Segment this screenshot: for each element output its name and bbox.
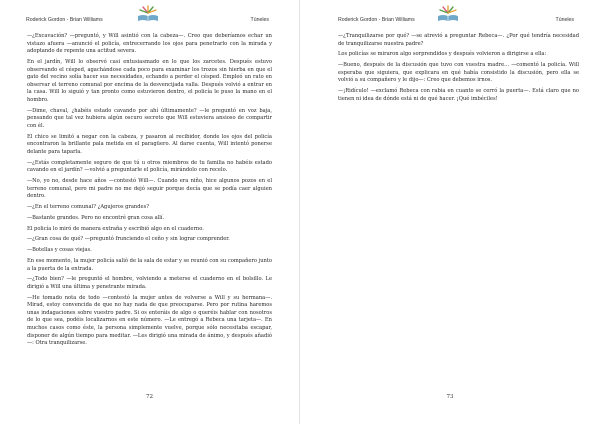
right-page-number: 73: [446, 394, 454, 400]
paragraph: En el jardín, Will lo observó casi entusiasmado en lo que los zarcetes. Después estuvo observando el césped, agachándose cada poco para examinar los trozos sin hierba en que el gato del vecino solía hacer sus necesidades, echando a perder el césped. Empleó un rato en observar el terreno comunal por encima de la desvencijada valla. Después volvió a entrar en la casa. Will lo siguió y tan pronto como estuvieron dentro, el policía le puso la mano en el hombro.: [27, 58, 272, 103]
paragraph: —Bastante grandes. Pero no encontré gran cosa allí.: [27, 214, 165, 221]
paragraph: —No, yo no, desde hace años —contestó Will—. Cuando era niño, hice algunos pozos en el terreno comunal, pero mi padre no me dejó seguir porque decía que se podía caer alguien dentro.: [27, 178, 272, 200]
paragraph: Los policías se miraron algo sorprendidos y después volvieron a dirigirse a ella:: [338, 51, 547, 58]
paragraph: —¿Gran cosa de qué? —preguntó frunciendo el ceño y sin lograr comprender.: [27, 236, 230, 243]
left-body-text: [27, 33, 272, 351]
paragraph: —Bueno, después de la discusión que tuvo con vuestra madre... —comentó la policía. Will esperaba que siguiera, que explicara en qué había consistido la discusión, pero ella se volvió a su compañero y le dijo—: Creo que debemos irnos.: [338, 62, 579, 84]
paragraph: —¿Todo bien? —le preguntó el hombre, volviendo a meterse el cuaderno en el bolsillo. Le dirigió a Will una última y penetrante mirada.: [27, 276, 272, 290]
book-logo-icon: [135, 4, 161, 24]
right-header-title: Túneles: [555, 17, 574, 23]
paragraph: —Dime, chaval, ¿habéis estado cavando por ahí últimamente? —le preguntó en voz baja, pensando que tal vez hubiera algún oscuro secreto que Will estuviera ansioso de compartir con él.: [27, 107, 272, 129]
paragraph: El chico se limitó a negar con la cabeza, y pasaron al recibidor, donde los ojos del policía encontraron la brillante pala metida en el paragüero. Al darse cuenta, Will intentó ponerse delante para taparla.: [27, 133, 272, 155]
right-page: [300, 0, 600, 424]
paragraph: En ese momento, la mujer policía salió de la sala de estar y se reunió con su compañero junto a la puerta de la entrada.: [27, 257, 272, 272]
paragraph: —¿Estás completamente seguro de que tú u otros miembros de tu familia no habéis estado cavando en el jardín? —volvió a preguntarle el policía, mirándolo con recelo.: [27, 159, 272, 174]
paragraph: —Botellas y cosas viejas.: [27, 247, 92, 254]
paragraph: —¿En el terreno comunal? ¿Agujeros grandes?: [27, 204, 149, 210]
right-header-author: Roderick Gordon - Brian Williams: [338, 17, 415, 23]
paragraph: —¡Ridículo! —exclamó Rebeca con rabia en cuanto se cerró la puerta—. Está claro que no tienen ni idea de dónde está ni de qué hacer. ¡Qué imbéciles!: [338, 88, 579, 102]
paragraph: —¿Excavación? —preguntó, y Will asintió con la cabeza—. Creo que deberíamos echar un vistazo afuera —anunció el policía, entrecerrando los ojos para penetrarlo con la mirada y adoptando de repente una actitud severa.: [27, 33, 272, 55]
paragraph: El policía lo miró de manera extraña y escribió algo en el cuaderno.: [27, 225, 204, 232]
left-header-title: Túneles: [250, 17, 269, 23]
left-page-number: 72: [145, 394, 154, 400]
left-header-author: Roderick Gordon - Brian Williams: [26, 17, 103, 23]
book-logo-icon: [435, 4, 461, 24]
paragraph: —He tomado nota de todo —contestó la mujer antes de volverse a Will y su hermana—. Mirad, estoy convencida de que no hay nada de que preocuparse. Pero por rutina haremos unas indagaciones sobre vuestro padre. Si os enteráis de algo o queréis hablar con nosotros de lo que sea, podéis localizarnos en este número. —Le entregó a Rebeca una tarjeta—. En muchos casos como éste, la persona simplemente vuelve, porque sólo necesitaba escapar, disponer de algún tiempo para meditar. —Les dirigió una mirada de ánimo, y después añadió—: Otra tranquilizarse.: [27, 294, 272, 347]
right-body-text: [338, 33, 579, 107]
paragraph: —¿Tranquilizarse por qué? —se atrevió a preguntar Rebeca—. ¿Por qué tendría necesidad de tranquilizarse nuestra padre?: [338, 33, 579, 47]
